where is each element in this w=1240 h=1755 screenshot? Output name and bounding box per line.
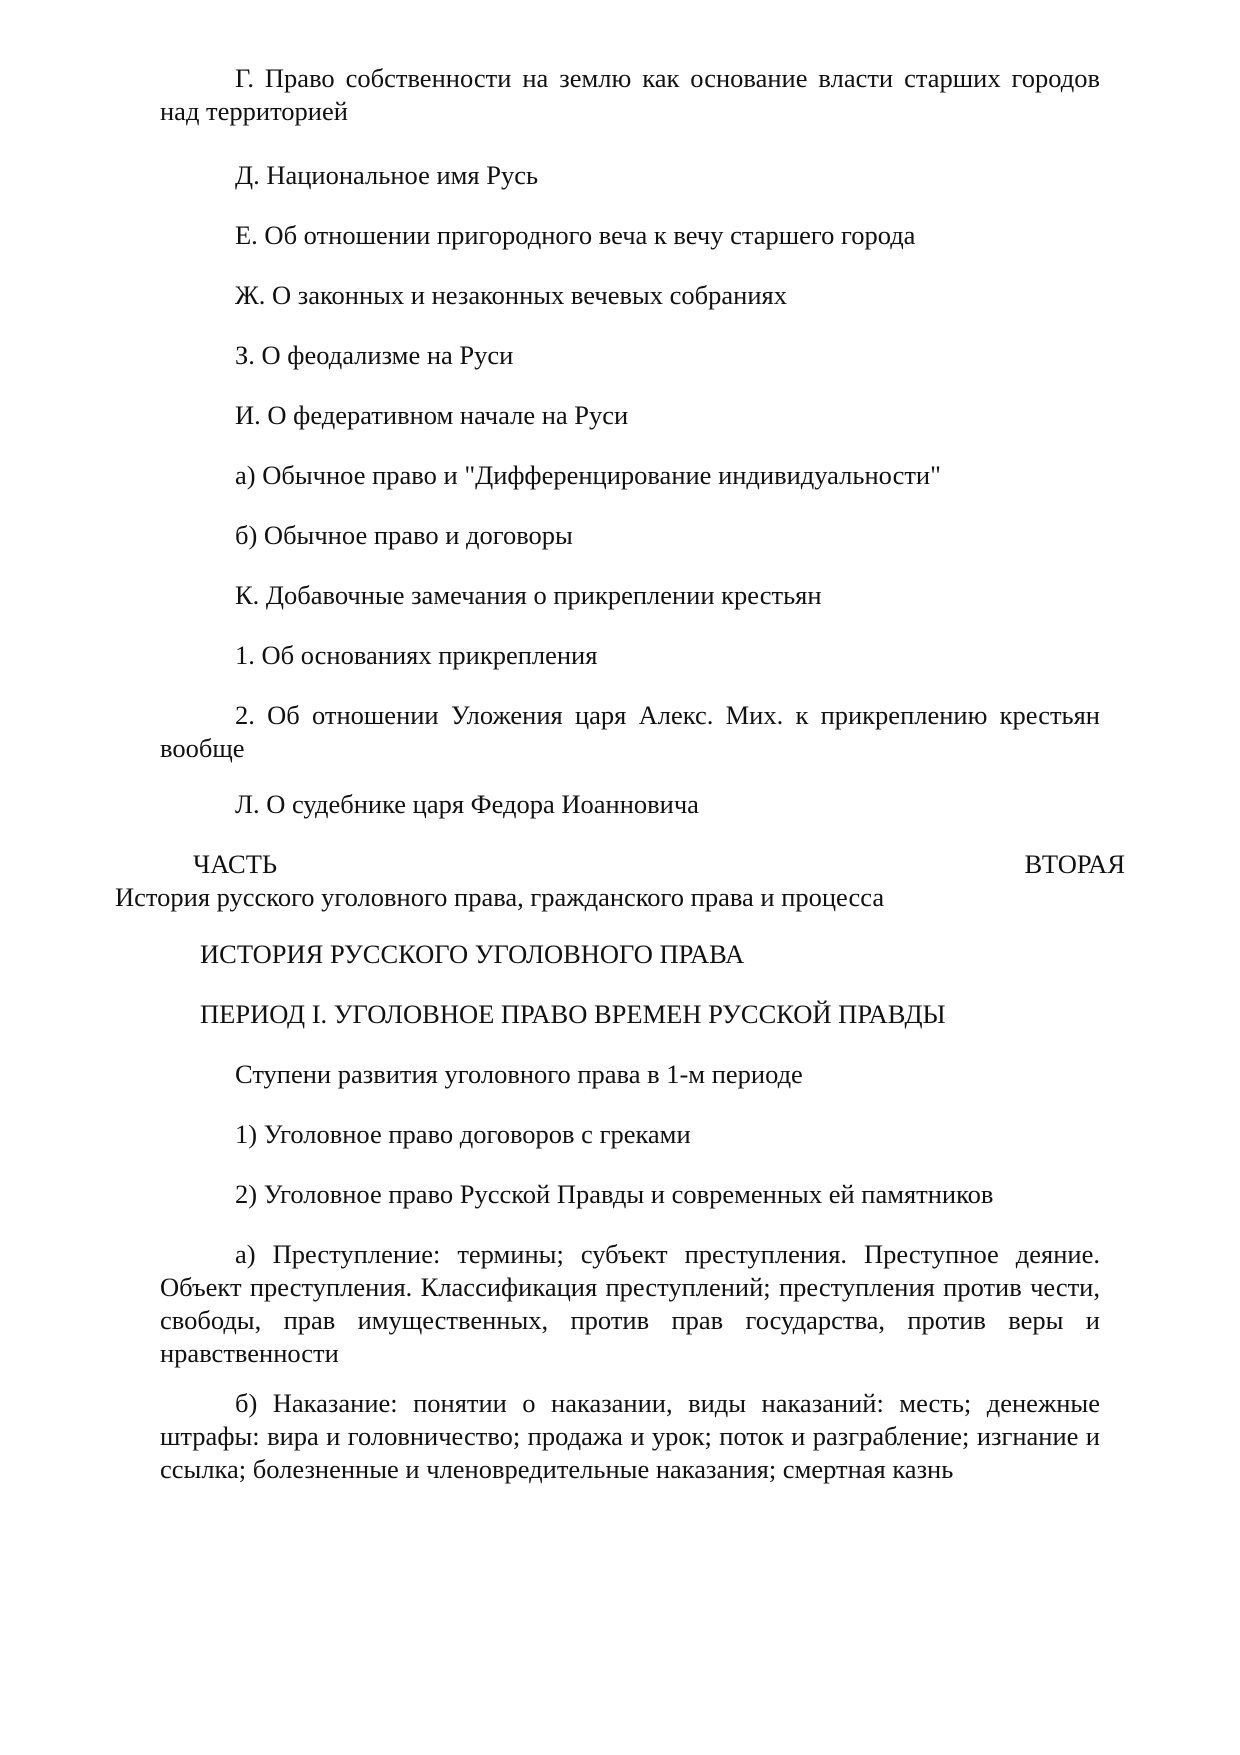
paragraph-g: Г. Право собственности на землю как основание власти старших городов над территорией [160, 63, 1100, 126]
part-number: ВТОРАЯ [1024, 849, 1125, 879]
paragraph-z: З. О феодализме на Руси [235, 340, 514, 370]
part-subtitle: История русского уголовного права, гражданского права и процесса [115, 882, 885, 912]
section-heading: ИСТОРИЯ РУССКОГО УГОЛОВНОГО ПРАВА [200, 939, 745, 969]
paragraph-l: Л. О судебнике царя Федора Иоанновича [235, 789, 699, 819]
paragraph-i: И. О федеративном начале на Руси [235, 400, 629, 430]
paragraph-e: Е. Об отношении пригородного веча к вечу старшего города [235, 220, 916, 250]
paragraph-d: Д. Национальное имя Русь [235, 160, 539, 190]
part-title [115, 848, 1125, 881]
paragraph-k: К. Добавочные замечания о прикреплении крестьян [235, 580, 822, 610]
period-heading: ПЕРИОД I. УГОЛОВНОЕ ПРАВО ВРЕМЕН РУССКОЙ ПРАВДЫ [200, 999, 946, 1029]
part-heading-block [115, 848, 1125, 914]
paragraph-k-2: 2. Об отношении Уложения царя Алекс. Мих. к прикреплению крестьян вообще [160, 700, 1100, 763]
paragraph-k-1: 1. Об основаниях прикрепления [235, 640, 598, 670]
paragraph-i-b: б) Обычное право и договоры [235, 520, 573, 550]
paragraph-zh: Ж. О законных и незаконных вечевых собраниях [235, 280, 787, 310]
part-label: ЧАСТЬ [193, 849, 278, 879]
paragraph-stage-2: 2) Уголовное право Русской Правды и современных ей памятников [235, 1179, 994, 1209]
paragraph-crime: а) Преступление: термины; субъект преступления. Преступное деяние. Объект преступления. Классификация преступлений; преступления против чести, свободы, прав имущественных, против прав государства, против веры и нравственности [160, 1239, 1100, 1368]
paragraph-punishment: б) Наказание: понятии о наказании, виды наказаний: месть; денежные штрафы: вира и головничество; продажа и урок; поток и разграбление; изгнание и ссылка; болезненные и членовредительные наказания; смертная казнь [160, 1388, 1100, 1484]
paragraph-stages: Ступени развития уголовного права в 1-м периоде [235, 1059, 803, 1089]
paragraph-i-a: а) Обычное право и "Дифференцирование индивидуальности" [235, 460, 941, 490]
paragraph-stage-1: 1) Уголовное право договоров с греками [235, 1119, 691, 1149]
